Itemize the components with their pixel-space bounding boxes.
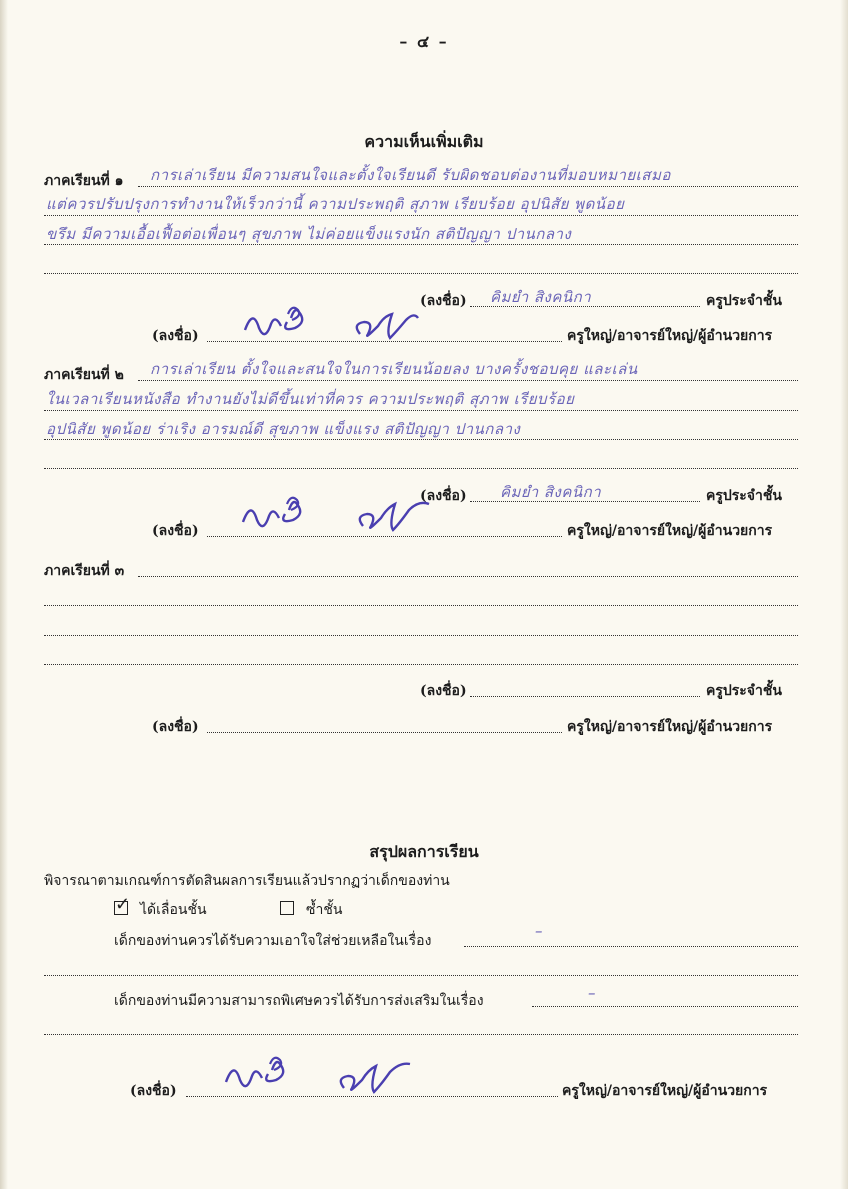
term3-line-4 <box>44 664 798 665</box>
talent-line-1 <box>532 1006 798 1007</box>
help-value: – <box>535 922 543 940</box>
page-number: – ๔ – <box>399 32 449 51</box>
term1-homeroom-signature: คิมยำ สิงคนิกา <box>490 288 592 306</box>
check-mark-icon: ✓ <box>115 894 131 915</box>
term2-principal-sign-label: (ลงชื่อ) <box>152 523 199 539</box>
term2-comment-1: การเล่าเรียน ตั้งใจและสนใจในการเรียนน้อยลง บางครั้งชอบคุย และเล่น <box>150 360 638 378</box>
term2-principal-signature <box>235 488 455 538</box>
term3-homeroom-sign-line <box>470 696 700 697</box>
term2-comment-3: อุปนิสัย พูดน้อย ร่าเริง อารมณ์ดี สุขภาพ แข็งแรง สติปัญญา ปานกลาง <box>46 420 521 438</box>
term2-line-4 <box>44 468 798 469</box>
term2-homeroom-title: ครูประจำชั้น <box>706 488 782 504</box>
term1-homeroom-title: ครูประจำชั้น <box>706 293 782 309</box>
term1-comment-1: การเล่าเรียน มีความสนใจและตั้งใจเรียนดี รับผิดชอบต่องานที่มอบหมายเสมอ <box>150 166 671 184</box>
term1-label: ภาคเรียนที่ ๑ <box>44 173 124 189</box>
talent-line-2 <box>44 1034 798 1035</box>
term1-line-4 <box>44 273 798 274</box>
term1-principal-title: ครูใหญ่/อาจารย์ใหญ่/ผู้อำนวยการ <box>567 328 773 344</box>
term2-homeroom-signature: คิมยำ สิงคนิกา <box>500 483 602 501</box>
summary-principal-signature <box>220 1048 450 1098</box>
opinion-heading: ความเห็นเพิ่มเติม <box>364 132 484 151</box>
repeat-checkbox[interactable] <box>280 901 294 915</box>
term3-homeroom-sign-label: (ลงชื่อ) <box>420 683 467 699</box>
help-line-2 <box>44 975 798 976</box>
term3-line-2 <box>44 605 798 606</box>
term2-homeroom-sign-label: (ลงชื่อ) <box>420 488 467 504</box>
term1-principal-signature <box>240 300 440 348</box>
talent-label: เด็กของท่านมีความสามารถพิเศษควรได้รับการส่งเสริมในเรื่อง <box>114 993 484 1009</box>
term2-comment-2: ในเวลาเรียนหนังสือ ทำงานยังไม่ดีขึ้นเท่าที่ควร ความประพฤติ สุภาพ เรียบร้อย <box>46 390 575 408</box>
summary-sign-label: (ลงชื่อ) <box>130 1083 177 1099</box>
term3-line-1 <box>138 576 798 577</box>
promoted-label: ได้เลื่อนชั้น <box>140 902 207 918</box>
scan-edge-right <box>840 0 848 1189</box>
scan-edge-left <box>0 0 8 1189</box>
term3-principal-sign-line <box>207 732 562 733</box>
term3-principal-sign-label: (ลงชื่อ) <box>152 719 199 735</box>
help-line-1 <box>464 946 798 947</box>
term2-label: ภาคเรียนที่ ๒ <box>44 367 124 383</box>
help-label: เด็กของท่านควรได้รับความเอาใจใส่ช่วยเหลือในเรื่อง <box>114 933 432 949</box>
summary-principal-title: ครูใหญ่/อาจารย์ใหญ่/ผู้อำนวยการ <box>562 1083 768 1099</box>
term1-principal-sign-label: (ลงชื่อ) <box>152 328 199 344</box>
summary-heading: สรุปผลการเรียน <box>369 842 479 861</box>
term2-principal-title: ครูใหญ่/อาจารย์ใหญ่/ผู้อำนวยการ <box>567 523 773 539</box>
term1-homeroom-sign-label: (ลงชื่อ) <box>420 293 467 309</box>
term3-label: ภาคเรียนที่ ๓ <box>44 563 125 579</box>
term1-comment-2: แต่ควรปรับปรุงการทำงานให้เร็วกว่านี้ ความประพฤติ สุภาพ เรียบร้อย อุปนิสัย พูดน้อย <box>46 195 625 213</box>
term1-comment-3: ขรึม มีความเอื้อเฟื้อต่อเพื่อนๆ สุขภาพ ไม่ค่อยแข็งแรงนัก สติปัญญา ปานกลาง <box>46 225 572 243</box>
summary-intro: พิจารณาตามเกณฑ์การตัดสินผลการเรียนแล้วปรากฏว่าเด็กของท่าน <box>44 873 450 889</box>
term3-principal-title: ครูใหญ่/อาจารย์ใหญ่/ผู้อำนวยการ <box>567 719 773 735</box>
term3-line-3 <box>44 635 798 636</box>
repeat-label: ซ้ำชั้น <box>306 902 343 918</box>
talent-value: – <box>588 984 596 1002</box>
term3-homeroom-title: ครูประจำชั้น <box>706 683 782 699</box>
